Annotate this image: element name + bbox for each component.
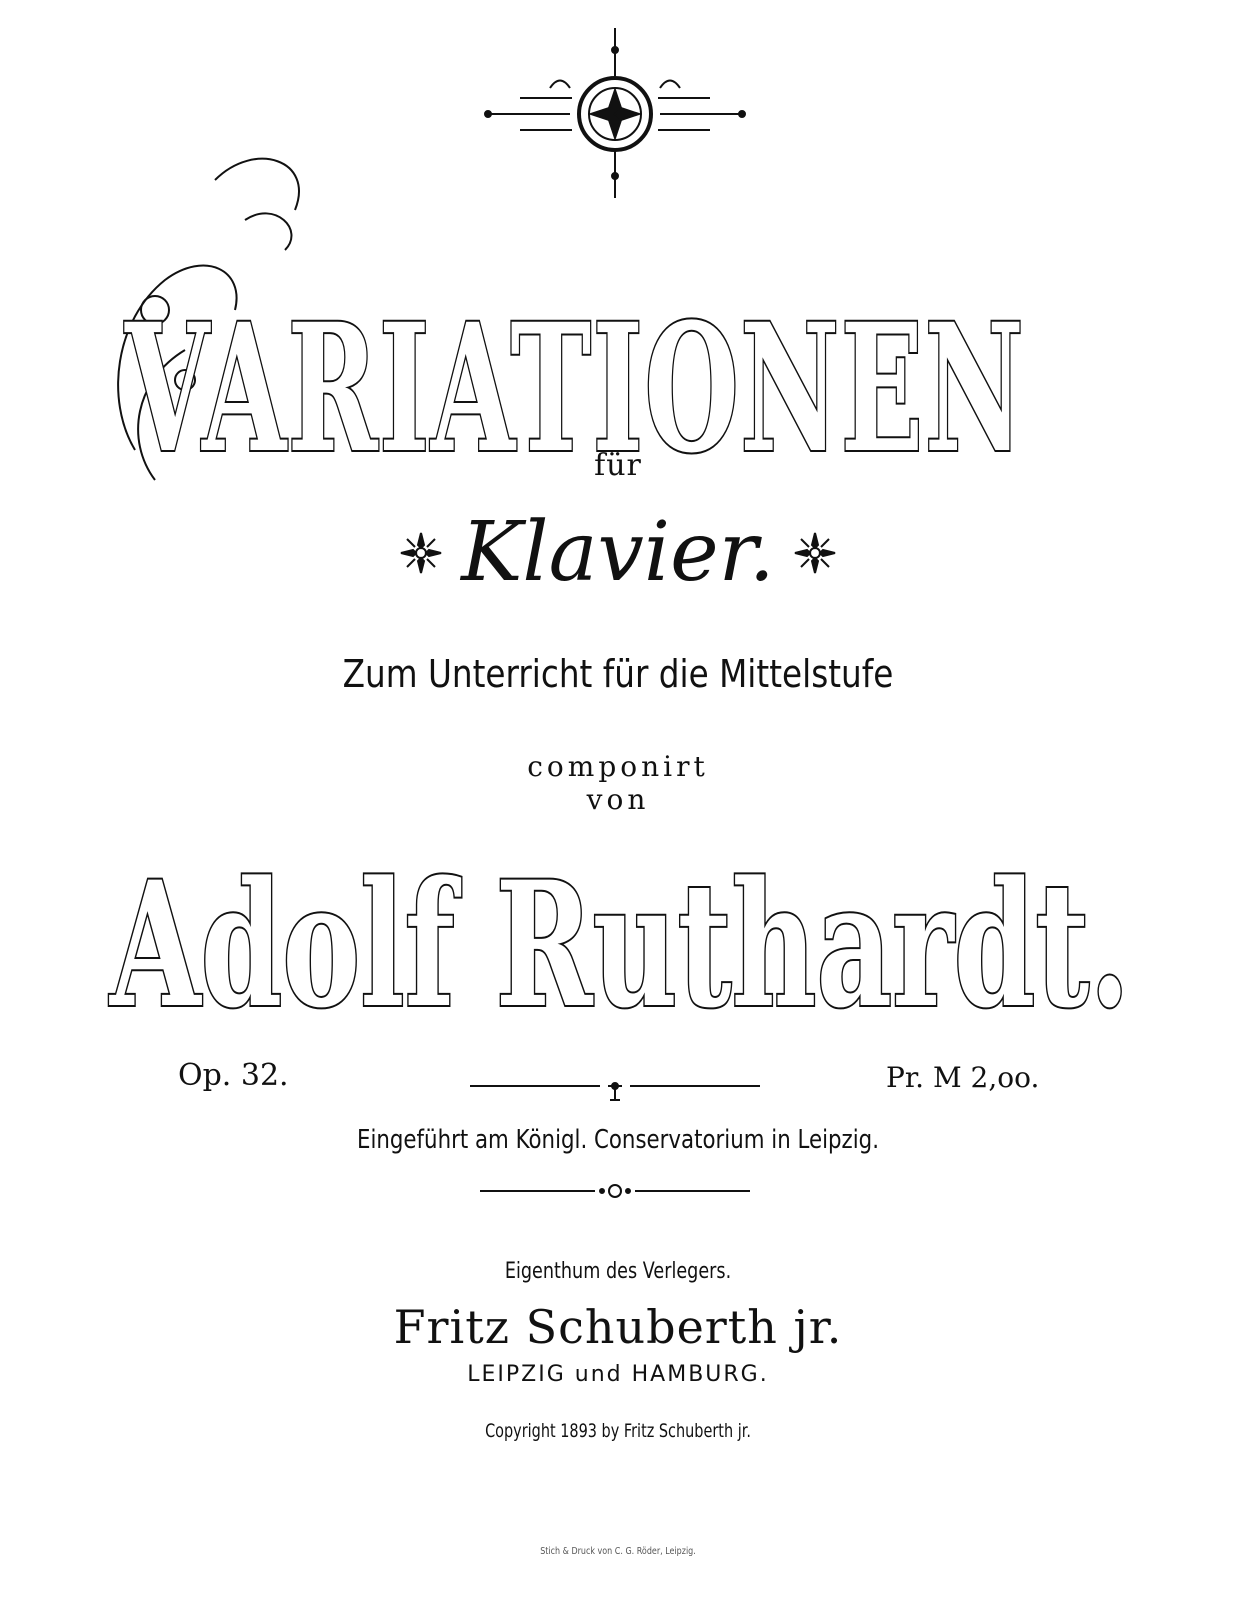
price: Pr. M 2,oo.	[886, 1061, 1040, 1094]
opus-number: Op. 32.	[178, 1058, 289, 1093]
copyright-note: Copyright 1893 by Fritz Schuberth jr.	[485, 1420, 751, 1442]
publisher-name: Fritz Schuberth jr.	[393, 1300, 843, 1354]
instrument-title: Klavier.	[461, 505, 775, 600]
composer-name	[90, 810, 1150, 1060]
property-note: Eigenthum des Verlegers.	[504, 1259, 732, 1284]
subtitle: Zum Unterricht für die Mittelstufe	[342, 652, 894, 696]
publisher-city: LEIPZIG und HAMBURG.	[467, 1362, 769, 1387]
introduced-note: Eingeführt am Königl. Conservatorium in Leipzig.	[356, 1125, 879, 1155]
instrument-row	[0, 505, 1236, 618]
composed-by-line2: von	[586, 783, 650, 816]
asterisk-flower-icon	[791, 529, 839, 577]
rule-ornament-icon	[480, 1180, 750, 1202]
title-text: VARIATIONEN	[123, 285, 1026, 492]
fuer-label: für	[594, 448, 642, 483]
composed-by-line1: componirt	[527, 750, 709, 783]
engraver-note: Stich & Druck von C. G. Röder, Leipzig.	[540, 1546, 696, 1557]
rule-ornament-icon	[470, 1076, 760, 1106]
asterisk-flower-icon	[397, 529, 445, 577]
composer-text: Adolf Ruthardt.	[108, 843, 1130, 1046]
